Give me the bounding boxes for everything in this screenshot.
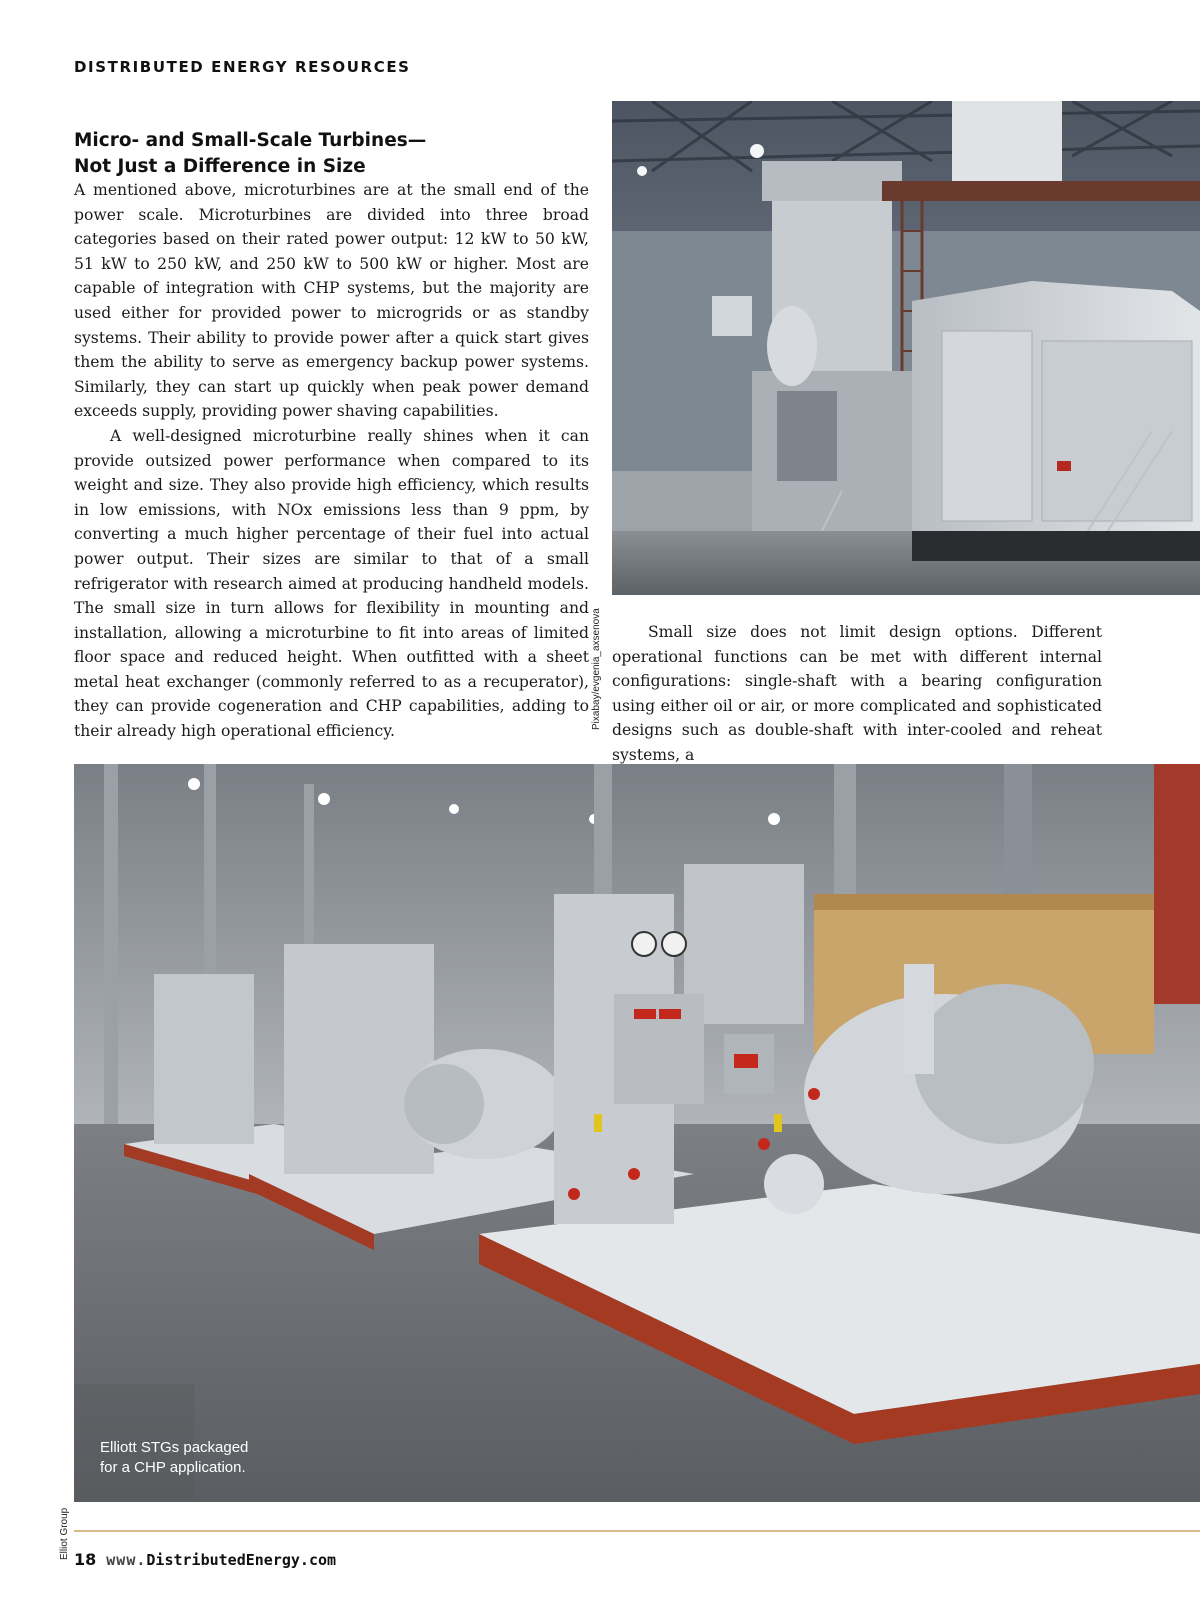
turbine-hall-photo [612,101,1200,595]
page-footer [74,1550,336,1569]
left-column [74,178,589,744]
page-number: 18 [74,1550,97,1569]
section-label: DISTRIBUTED ENERGY RESOURCES [74,58,411,76]
footer-url-prefix: www. [106,1551,147,1569]
caption-line-1: Elliott STGs packaged [100,1439,249,1456]
photo-caption [100,1438,248,1478]
right-column [612,620,1102,768]
top-photo-credit: Pixabay/evgenia_axsenova [591,608,602,730]
caption-line-2: for a CHP application. [100,1459,246,1476]
heading-line-2: Not Just a Difference in Size [74,156,366,177]
article-heading [74,128,574,180]
bottom-photo-credit: Elliot Group [59,1507,70,1560]
heading-line-1: Micro- and Small-Scale Turbines— [74,130,427,151]
paragraph-3: Small size does not limit design options. Different operational functions can be met with different internal configurations: single-shaft with a bearing configuration using either oil or air, or more complicated and sophisticated designs such as double-shaft with inter-cooled and reheat systems, a [612,623,1102,764]
paragraph-2: A well-designed microturbine really shines when it can provide outsized power performance when compared to its weight and size. They also provide high efficiency, which results in low emissions, with NOx emissions less than 9 ppm, by converting a much higher percentage of their fuel into actual power output. Their sizes are similar to that of a small refrigerator with research aimed at producing handheld models. The small size in turn allows for flexibility in mounting and installation, allowing a microturbine to fit into areas of limited floor space and reduced height. When outfitted with a sheet metal heat exchanger (commonly referred to as a recuperator), they can provide cogeneration and CHP capabilities, adding to their already high operational efficiency. [74,426,589,741]
footer-url-domain: DistributedEnergy.com [146,1551,337,1569]
paragraph-1: A mentioned above, microturbines are at the small end of the power scale. Microturbines are divided into three broad categories based on their rated power output: 12 kW to 50 kW, 51 kW to 250 kW, and 250 kW to 500 kW or higher. Most are capable of integration with CHP systems, but the majority are used either for provided power to microgrids or as standby systems. Their ability to provide power after a quick start gives them the ability to serve as emergency backup power systems. Similarly, they can start up quickly when peak power demand exceeds supply, providing power shaving capabilities. [74,181,589,421]
footer-divider [74,1530,1200,1532]
stg-packages-photo [74,764,1200,1502]
